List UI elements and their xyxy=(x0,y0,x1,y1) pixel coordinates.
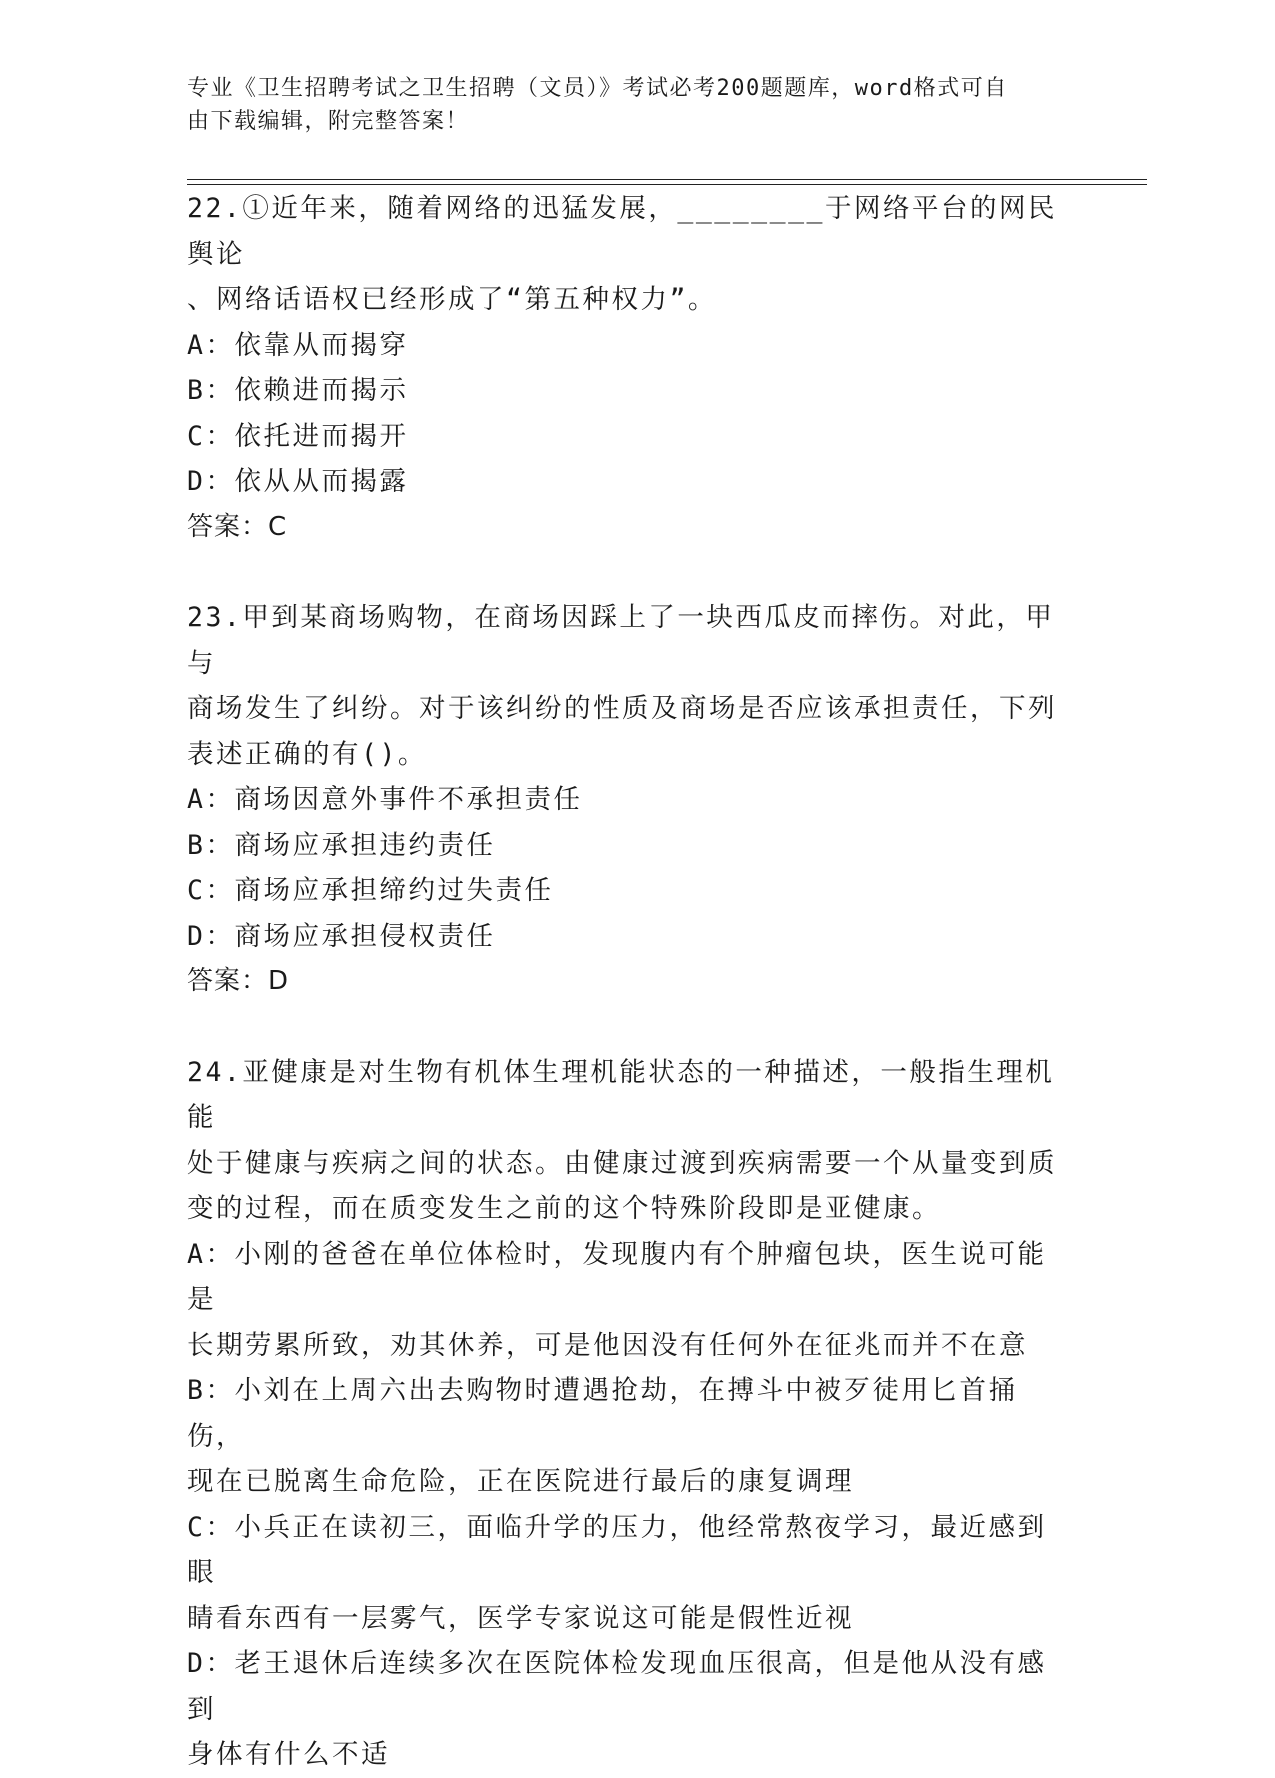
option-a: A：商场因意外事件不承担责任 xyxy=(187,784,583,815)
option-a: A：小刚的爸爸在单位体检时，发现腹内有个肿瘤包块，医生说可能是 xyxy=(187,1238,1047,1315)
document-header xyxy=(187,72,1067,138)
header-line: 由下载编辑，附完整答案！ xyxy=(187,109,470,134)
question-23 xyxy=(187,595,1067,1005)
option-a: A：依靠从而揭穿 xyxy=(187,329,409,361)
option-b: B：小刘在上周六出去购物时遭遇抢劫，在搏斗中被歹徒用匕首捅伤， xyxy=(187,1375,1018,1452)
question-stem-line: 商场发生了纠纷。对于该纠纷的性质及商场是否应该承担责任，下列 xyxy=(187,693,1057,724)
answer-label: 答案：D xyxy=(187,966,290,996)
option-b: B：商场应承担违约责任 xyxy=(187,829,496,861)
option-a-continued: 长期劳累所致，劝其休养，可是他因没有任何外在征兆而并不在意 xyxy=(187,1329,1028,1361)
question-stem-line: 23.甲到某商场购物，在商场因踩上了一块西瓜皮而摔伤。对此，甲与 xyxy=(187,602,1055,679)
question-22 xyxy=(187,186,1067,550)
option-d-continued: 身体有什么不适 xyxy=(187,1739,390,1770)
option-c-continued: 睛看东西有一层雾气，医学专家说这可能是假性近视 xyxy=(187,1602,854,1634)
answer-label: 答案：C xyxy=(187,511,288,542)
option-c: C：小兵正在读初三，面临升学的压力，他经常熬夜学习，最近感到眼 xyxy=(187,1511,1047,1588)
header-rule-bottom xyxy=(187,184,1147,185)
question-stem-line: 、网络话语权已经形成了“第五种权力”。 xyxy=(187,284,717,315)
option-c: C：依托进而揭开 xyxy=(187,420,409,452)
option-d: D：依从从而揭露 xyxy=(187,466,409,497)
option-d: D：商场应承担侵权责任 xyxy=(187,920,496,952)
option-c: C：商场应承担缔约过失责任 xyxy=(187,875,554,906)
question-24 xyxy=(187,1050,1067,1778)
spacer xyxy=(187,550,1067,595)
option-b-continued: 现在已脱离生命危险，正在医院进行最后的康复调理 xyxy=(187,1466,854,1497)
spacer xyxy=(187,1005,1067,1050)
question-stem-line: 24.亚健康是对生物有机体生理机能状态的一种描述，一般指生理机能 xyxy=(187,1056,1055,1133)
question-stem-line: 变的过程，而在质变发生之前的这个特殊阶段即是亚健康。 xyxy=(187,1193,941,1224)
question-stem-line: 22.①近年来，随着网络的迅猛发展，________于网络平台的网民舆论 xyxy=(187,193,1057,270)
question-stem-line: 表述正确的有()。 xyxy=(187,738,427,770)
question-list xyxy=(187,186,1067,1778)
header-rule-top xyxy=(187,179,1147,180)
header-line: 专业《卫生招聘考试之卫生招聘（文员）》考试必考200题题库，word格式可自 xyxy=(187,76,1008,101)
question-stem-line: 处于健康与疾病之间的状态。由健康过渡到疾病需要一个从量变到质 xyxy=(187,1147,1057,1179)
option-d: D：老王退休后连续多次在医院体检发现血压很高，但是他从没有感到 xyxy=(187,1648,1047,1725)
option-b: B：依赖进而揭示 xyxy=(187,375,409,406)
